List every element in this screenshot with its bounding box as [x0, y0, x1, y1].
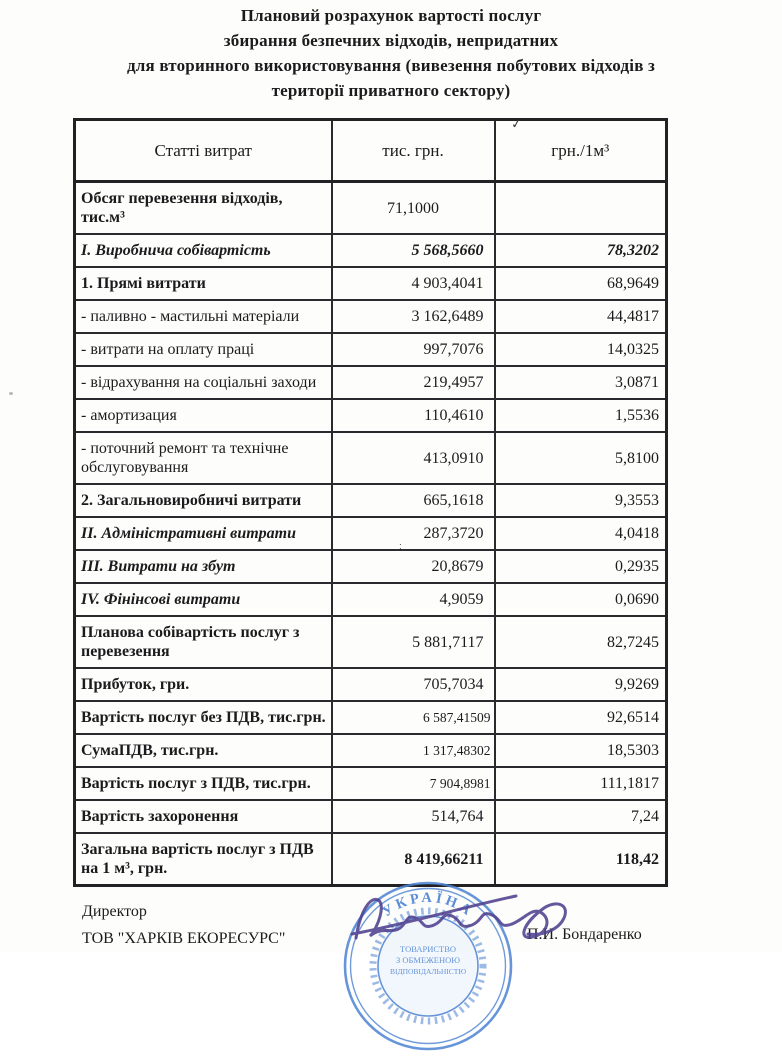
cell-uah-per-m3: 9,3553 — [495, 484, 667, 517]
cell-expense-label: СумаПДВ, тис.грн. — [75, 734, 332, 767]
cell-thousand-uah: 6 587,41509 — [332, 701, 495, 734]
table-row — [75, 800, 667, 833]
cell-uah-per-m3: 0,0690 — [495, 583, 667, 616]
cell-uah-per-m3: 0,2935 — [495, 550, 667, 583]
table-row — [75, 366, 667, 399]
company-name: ТОВ "ХАРКІВ ЕКОРЕСУРС" — [82, 930, 286, 947]
cell-thousand-uah: 997,7076 — [332, 333, 495, 366]
director-label: Директор — [82, 903, 147, 920]
cell-expense-label: - паливно - мастильні матеріали — [75, 300, 332, 333]
header-expense-items: Статті витрат — [75, 120, 332, 182]
title-line-2: збирання безпечних відходів, непридатних — [223, 31, 559, 50]
cell-thousand-uah: 4,9059 — [332, 583, 495, 616]
cell-expense-label: I. Виробнича собівартість — [75, 234, 332, 267]
cell-expense-label: IV. Фінінсові витрати — [75, 583, 332, 616]
table-row — [75, 267, 667, 300]
cell-expense-label: II. Адміністративні витрати — [75, 517, 332, 550]
cell-uah-per-m3: 118,42 — [495, 833, 667, 886]
table-body — [75, 182, 667, 886]
cell-thousand-uah: 1 317,48302 — [332, 734, 495, 767]
table-row — [75, 484, 667, 517]
cell-thousand-uah: 5 881,7117 — [332, 616, 495, 668]
cell-thousand-uah: 8 419,66211 — [332, 833, 495, 886]
cell-thousand-uah: 71,1000 — [332, 182, 495, 235]
cell-uah-per-m3: 14,0325 — [495, 333, 667, 366]
cell-expense-label: - відрахування на соціальні заходи — [75, 366, 332, 399]
scan-artifact-check: ✓ — [509, 115, 523, 132]
table-header-row — [75, 120, 667, 182]
handwritten-signature — [348, 884, 584, 950]
cell-thousand-uah: 705,7034 — [332, 668, 495, 701]
cell-expense-label: - витрати на оплату праці — [75, 333, 332, 366]
cell-thousand-uah: 219,4957 — [332, 366, 495, 399]
title-line-4: території приватного сектору) — [271, 81, 511, 100]
cell-uah-per-m3: 4,0418 — [495, 517, 667, 550]
table-row — [75, 399, 667, 432]
cell-thousand-uah: 287,3720 — [332, 517, 495, 550]
signature-icon — [348, 884, 584, 950]
cell-thousand-uah: 514,764 — [332, 800, 495, 833]
table-row — [75, 668, 667, 701]
table-row — [75, 333, 667, 366]
stamp-inner-line-2: З ОБМЕЖЕНОЮ — [396, 955, 460, 965]
cell-expense-label: - амортизация — [75, 399, 332, 432]
cell-uah-per-m3: 44,4817 — [495, 300, 667, 333]
cell-uah-per-m3: 82,7245 — [495, 616, 667, 668]
cell-uah-per-m3: 1,5536 — [495, 399, 667, 432]
title-line-1: Плановий розрахунок вартості послуг — [240, 6, 542, 25]
cell-expense-label: III. Витрати на збут — [75, 550, 332, 583]
table-row — [75, 432, 667, 484]
cell-uah-per-m3: 5,8100 — [495, 432, 667, 484]
table-row — [75, 734, 667, 767]
document-title — [0, 3, 782, 103]
cell-thousand-uah: 4 903,4041 — [332, 267, 495, 300]
cell-expense-label: 1. Прямі витрати — [75, 267, 332, 300]
cell-thousand-uah: 3 162,6489 — [332, 300, 495, 333]
cell-uah-per-m3: 68,9649 — [495, 267, 667, 300]
table-row — [75, 182, 667, 235]
cell-uah-per-m3: 9,9269 — [495, 668, 667, 701]
cell-thousand-uah: 665,1618 — [332, 484, 495, 517]
cell-uah-per-m3: 111,1817 — [495, 767, 667, 800]
cell-expense-label: - поточний ремонт та технічне обслуговування — [75, 432, 332, 484]
cell-thousand-uah: 110,4610 — [332, 399, 495, 432]
cell-thousand-uah: 7 904,8981 — [332, 767, 495, 800]
stamp-inner-line-3: ВІДПОВІДАЛЬНІСТЮ — [389, 967, 467, 976]
cost-table — [73, 118, 668, 887]
scan-artifact-speck — [9, 392, 13, 395]
signer-name: П.И. Бондаренко — [527, 926, 642, 943]
table-row — [75, 234, 667, 267]
cell-uah-per-m3: 18,5303 — [495, 734, 667, 767]
stamp-country-text: УКРАЇНА — [379, 889, 477, 921]
cell-uah-per-m3 — [495, 182, 667, 235]
table-row — [75, 701, 667, 734]
title-line-3: для вторинного використовування (вивезення побутових відходів з — [126, 56, 656, 75]
cell-expense-label: 2. Загальновиробничі витрати — [75, 484, 332, 517]
cell-thousand-uah: 413,0910 — [332, 432, 495, 484]
table-row — [75, 550, 667, 583]
cell-thousand-uah: 20,8679 — [332, 550, 495, 583]
cell-expense-label: Вартість послуг без ПДВ, тис.грн. — [75, 701, 332, 734]
cell-expense-label: Загальна вартість послуг з ПДВ на 1 м³, грн. — [75, 833, 332, 886]
table-row — [75, 583, 667, 616]
table-row — [75, 517, 667, 550]
cell-thousand-uah: 5 568,5660 — [332, 234, 495, 267]
scan-artifact-colon: ː — [399, 541, 402, 552]
cell-expense-label: Прибуток, гри. — [75, 668, 332, 701]
cell-expense-label: Вартість захоронення — [75, 800, 332, 833]
cell-uah-per-m3: 78,3202 — [495, 234, 667, 267]
stamp-inner-line-1: ТОВАРИСТВО — [399, 944, 457, 954]
cell-expense-label: Планова собівартість послуг з перевезення — [75, 616, 332, 668]
table-row — [75, 300, 667, 333]
header-uah-per-m3: грн./1м³ — [495, 120, 667, 182]
cell-uah-per-m3: 92,6514 — [495, 701, 667, 734]
table-row — [75, 616, 667, 668]
cell-uah-per-m3: 3,0871 — [495, 366, 667, 399]
header-thousand-uah: тис. грн. — [332, 120, 495, 182]
cell-uah-per-m3: 7,24 — [495, 800, 667, 833]
cell-expense-label: Обсяг перевезення відходів, тис.м³ — [75, 182, 332, 235]
table-row — [75, 767, 667, 800]
cell-expense-label: Вартість послуг з ПДВ, тис.грн. — [75, 767, 332, 800]
